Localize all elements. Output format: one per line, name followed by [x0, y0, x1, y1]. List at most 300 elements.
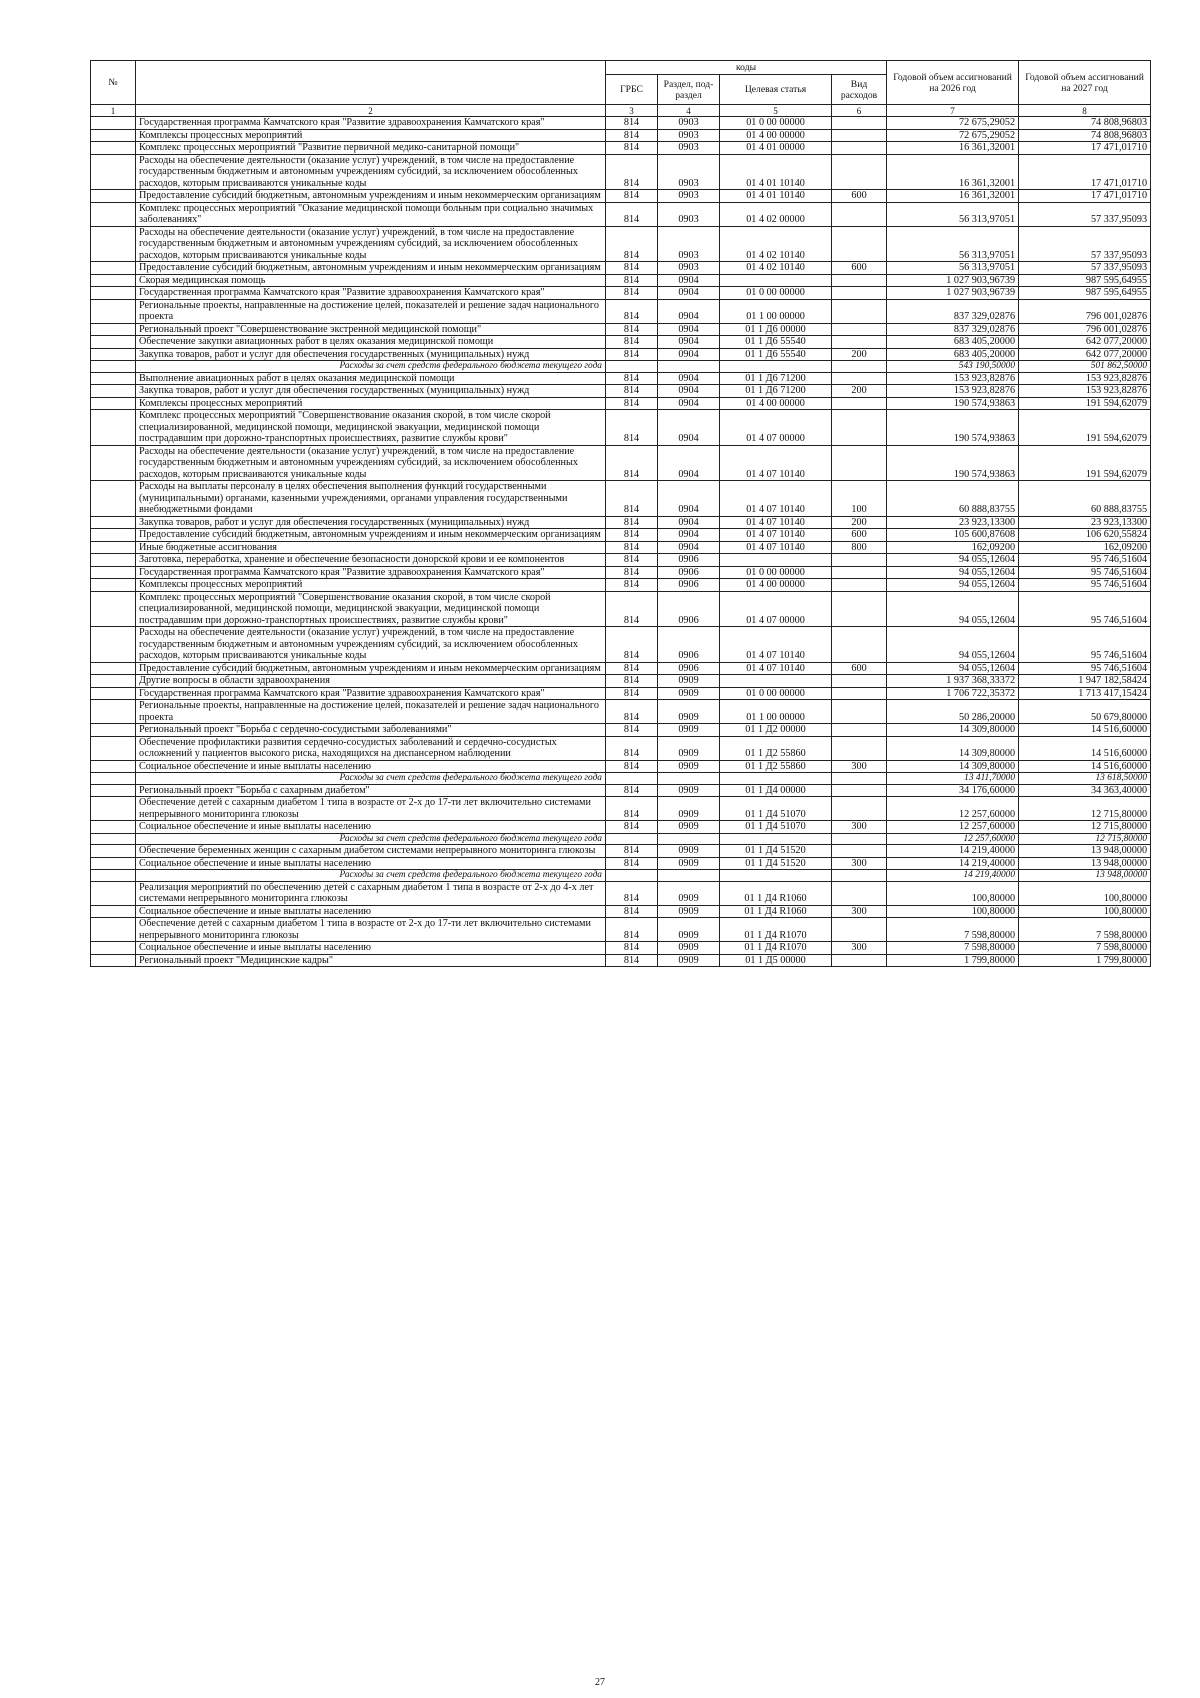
row-grbs-cell: 814: [606, 736, 658, 760]
row-target-article-cell: 01 1 Д4 51070: [720, 797, 832, 821]
row-name-cell: Региональный проект "Борьба с сердечно-сосудистыми заболеваниями": [136, 724, 606, 737]
row-volume-2026-cell: 56 313,97051: [887, 262, 1019, 275]
row-volume-2027-cell: 12 715,80000: [1019, 833, 1151, 845]
row-volume-2027-cell: 60 888,83755: [1019, 481, 1151, 517]
row-name-cell: Расходы на обеспечение деятельности (оказание услуг) учреждений, в том числе на предоставление государственным бюджетным и автономным учреждениям субсидий, за исключением обособленных расходов, которым присваиваются уникальные коды: [136, 627, 606, 663]
row-volume-2026-cell: 94 055,12604: [887, 566, 1019, 579]
row-grbs-cell: 814: [606, 154, 658, 190]
row-target-article-cell: 01 1 Д4 51070: [720, 821, 832, 834]
row-number-cell: [91, 202, 136, 226]
row-volume-2027-cell: 95 746,51604: [1019, 566, 1151, 579]
row-target-article-cell: 01 0 00 00000: [720, 566, 832, 579]
row-target-article-cell: 01 1 Д2 55860: [720, 760, 832, 773]
row-number-cell: [91, 529, 136, 542]
row-grbs-cell: 814: [606, 202, 658, 226]
row-razdel-cell: 0909: [658, 881, 720, 905]
row-volume-2026-cell: 683 405,20000: [887, 348, 1019, 361]
row-volume-2026-cell: 837 329,02876: [887, 299, 1019, 323]
row-number-cell: [91, 579, 136, 592]
row-target-article-cell: 01 4 00 00000: [720, 129, 832, 142]
row-volume-2026-cell: 13 411,70000: [887, 773, 1019, 785]
row-volume-2027-cell: 106 620,55824: [1019, 529, 1151, 542]
row-number-cell: [91, 833, 136, 845]
row-volume-2027-cell: 57 337,95093: [1019, 226, 1151, 262]
row-name-cell: Обеспечение профилактики развития сердечно-сосудистых заболеваний и сердечно-сосудистых осложнений у пациентов высокого риска, находящихся на диспансерном наблюдении: [136, 736, 606, 760]
row-number-cell: [91, 700, 136, 724]
row-razdel-cell: 0904: [658, 274, 720, 287]
row-volume-2026-cell: 12 257,60000: [887, 797, 1019, 821]
row-grbs-cell: 814: [606, 117, 658, 130]
table-row: [91, 372, 1151, 385]
row-target-article-cell: [720, 554, 832, 567]
table-row: [91, 821, 1151, 834]
row-razdel-cell: 0909: [658, 736, 720, 760]
row-name-cell: Комплекс процессных мероприятий "Совершенствование оказания скорой, в том числе скорой специализированной, медицинской помощи, медицинской эвакуации, медицинской помощи пострадавшим при дорожно-транспортных происшествиях, развитие службы крови": [136, 591, 606, 627]
row-target-article-cell: 01 1 Д4 R1060: [720, 881, 832, 905]
row-razdel-cell: 0904: [658, 529, 720, 542]
row-name-cell: Социальное обеспечение и иные выплаты населению: [136, 857, 606, 870]
header-razdel: Раздел, под-раздел: [658, 75, 720, 105]
row-number-cell: [91, 154, 136, 190]
table-row: [91, 845, 1151, 858]
row-razdel-cell: 0904: [658, 397, 720, 410]
row-name-cell: Региональные проекты, направленные на достижение целей, показателей и решение задач национального проекта: [136, 299, 606, 323]
row-volume-2026-cell: 153 923,82876: [887, 385, 1019, 398]
row-name-cell: Комплексы процессных мероприятий: [136, 579, 606, 592]
row-target-article-cell: 01 1 Д6 71200: [720, 372, 832, 385]
row-name-cell: Региональный проект "Медицинские кадры": [136, 954, 606, 967]
table-row: [91, 905, 1151, 918]
row-grbs-cell: 814: [606, 348, 658, 361]
row-razdel-cell: 0904: [658, 299, 720, 323]
row-volume-2026-cell: 16 361,32001: [887, 190, 1019, 203]
table-row: [91, 117, 1151, 130]
row-volume-2026-cell: 50 286,20000: [887, 700, 1019, 724]
row-grbs-cell: 814: [606, 821, 658, 834]
row-grbs-cell: [606, 773, 658, 785]
row-number-cell: [91, 348, 136, 361]
row-number-cell: [91, 226, 136, 262]
row-number-cell: [91, 760, 136, 773]
row-volume-2026-cell: 94 055,12604: [887, 579, 1019, 592]
row-number-cell: [91, 736, 136, 760]
table-row: [91, 336, 1151, 349]
row-grbs-cell: 814: [606, 918, 658, 942]
row-target-article-cell: [720, 361, 832, 373]
table-row: [91, 724, 1151, 737]
row-name-cell: Региональные проекты, направленные на достижение целей, показателей и решение задач национального проекта: [136, 700, 606, 724]
row-volume-2027-cell: 74 808,96803: [1019, 117, 1151, 130]
row-number-cell: [91, 117, 136, 130]
table-row: [91, 226, 1151, 262]
row-razdel-cell: [658, 773, 720, 785]
table-row: [91, 516, 1151, 529]
row-name-cell: Закупка товаров, работ и услуг для обеспечения государственных (муниципальных) нужд: [136, 516, 606, 529]
row-expense-type-cell: [832, 700, 887, 724]
row-volume-2027-cell: 17 471,01710: [1019, 190, 1151, 203]
row-number-cell: [91, 397, 136, 410]
row-volume-2026-cell: 190 574,93863: [887, 445, 1019, 481]
row-name-cell: Расходы на обеспечение деятельности (оказание услуг) учреждений, в том числе на предоставление государственным бюджетным и автономным учреждениям субсидий, за исключением обособленных расходов, которым присваиваются уникальные коды: [136, 445, 606, 481]
row-number-cell: [91, 845, 136, 858]
row-number-cell: [91, 287, 136, 300]
row-name-cell: Обеспечение детей с сахарным диабетом 1 типа в возрасте от 2-х до 17-ти лет включительно системами непрерывного мониторинга глюкозы: [136, 797, 606, 821]
row-target-article-cell: 01 4 01 00000: [720, 142, 832, 155]
row-razdel-cell: 0903: [658, 262, 720, 275]
row-volume-2027-cell: 14 516,60000: [1019, 724, 1151, 737]
row-grbs-cell: [606, 361, 658, 373]
row-volume-2027-cell: 642 077,20000: [1019, 348, 1151, 361]
row-razdel-cell: 0909: [658, 760, 720, 773]
row-razdel-cell: 0903: [658, 202, 720, 226]
table-row: [91, 481, 1151, 517]
row-grbs-cell: 814: [606, 190, 658, 203]
row-number-cell: [91, 262, 136, 275]
row-razdel-cell: 0904: [658, 348, 720, 361]
row-grbs-cell: 814: [606, 481, 658, 517]
row-name-cell: Предоставление субсидий бюджетным, автономным учреждениям и иным некоммерческим организациям: [136, 529, 606, 542]
table-row: [91, 129, 1151, 142]
row-grbs-cell: 814: [606, 397, 658, 410]
row-grbs-cell: 814: [606, 445, 658, 481]
table-row: [91, 942, 1151, 955]
row-grbs-cell: 814: [606, 662, 658, 675]
row-volume-2027-cell: 95 746,51604: [1019, 554, 1151, 567]
row-target-article-cell: 01 0 00 00000: [720, 687, 832, 700]
row-target-article-cell: 01 4 07 10140: [720, 445, 832, 481]
table-row: [91, 687, 1151, 700]
row-grbs-cell: [606, 833, 658, 845]
row-number-cell: [91, 541, 136, 554]
row-number-cell: [91, 675, 136, 688]
row-razdel-cell: 0904: [658, 541, 720, 554]
row-number-cell: [91, 142, 136, 155]
row-volume-2027-cell: 13 948,00000: [1019, 857, 1151, 870]
row-expense-type-cell: [832, 784, 887, 797]
row-volume-2026-cell: 1 937 368,33372: [887, 675, 1019, 688]
row-number-cell: [91, 516, 136, 529]
row-expense-type-cell: 600: [832, 662, 887, 675]
row-volume-2026-cell: 23 923,13300: [887, 516, 1019, 529]
row-expense-type-cell: [832, 202, 887, 226]
row-name-cell: Обеспечение беременных женщин с сахарным диабетом системами непрерывного мониторинга глюкозы: [136, 845, 606, 858]
row-razdel-cell: 0909: [658, 918, 720, 942]
row-number-cell: [91, 299, 136, 323]
row-volume-2027-cell: 34 363,40000: [1019, 784, 1151, 797]
row-grbs-cell: 814: [606, 385, 658, 398]
row-expense-type-cell: [832, 797, 887, 821]
row-razdel-cell: 0904: [658, 385, 720, 398]
row-volume-2027-cell: 17 471,01710: [1019, 154, 1151, 190]
row-razdel-cell: 0906: [658, 662, 720, 675]
row-grbs-cell: 814: [606, 687, 658, 700]
row-grbs-cell: 814: [606, 579, 658, 592]
table-row: [91, 397, 1151, 410]
row-target-article-cell: [720, 274, 832, 287]
row-razdel-cell: 0904: [658, 516, 720, 529]
row-target-article-cell: 01 4 07 00000: [720, 591, 832, 627]
row-expense-type-cell: [832, 372, 887, 385]
budget-table: [90, 60, 1151, 967]
row-volume-2026-cell: 100,80000: [887, 905, 1019, 918]
row-target-article-cell: 01 1 Д4 R1070: [720, 942, 832, 955]
row-volume-2027-cell: 191 594,62079: [1019, 410, 1151, 446]
column-index: 8: [1019, 105, 1151, 117]
row-razdel-cell: 0906: [658, 591, 720, 627]
row-grbs-cell: 814: [606, 905, 658, 918]
row-razdel-cell: 0906: [658, 566, 720, 579]
row-expense-type-cell: 200: [832, 516, 887, 529]
row-name-cell: Реализация мероприятий по обеспечению детей с сахарным диабетом 1 типа в возрасте от 2-х до 4-х лет системами непрерывного мониторинга глюкозы: [136, 881, 606, 905]
row-grbs-cell: 814: [606, 857, 658, 870]
row-name-cell: Комплексы процессных мероприятий: [136, 397, 606, 410]
row-expense-type-cell: 600: [832, 529, 887, 542]
row-grbs-cell: 814: [606, 262, 658, 275]
row-target-article-cell: [720, 833, 832, 845]
row-expense-type-cell: [832, 361, 887, 373]
row-volume-2027-cell: 13 618,50000: [1019, 773, 1151, 785]
row-target-article-cell: 01 4 07 10140: [720, 481, 832, 517]
row-grbs-cell: 814: [606, 336, 658, 349]
row-grbs-cell: 814: [606, 881, 658, 905]
row-target-article-cell: 01 0 00 00000: [720, 117, 832, 130]
row-volume-2026-cell: 94 055,12604: [887, 662, 1019, 675]
row-volume-2027-cell: 57 337,95093: [1019, 262, 1151, 275]
row-grbs-cell: 814: [606, 845, 658, 858]
row-expense-type-cell: [832, 627, 887, 663]
row-target-article-cell: [720, 773, 832, 785]
row-target-article-cell: 01 4 02 00000: [720, 202, 832, 226]
row-grbs-cell: 814: [606, 675, 658, 688]
row-number-cell: [91, 857, 136, 870]
table-row: [91, 662, 1151, 675]
row-volume-2026-cell: 14 219,40000: [887, 845, 1019, 858]
row-razdel-cell: 0909: [658, 700, 720, 724]
row-expense-type-cell: 300: [832, 857, 887, 870]
row-volume-2027-cell: 162,09200: [1019, 541, 1151, 554]
column-index: 2: [136, 105, 606, 117]
table-row: [91, 299, 1151, 323]
row-expense-type-cell: [832, 129, 887, 142]
row-expense-type-cell: [832, 142, 887, 155]
row-volume-2027-cell: 95 746,51604: [1019, 662, 1151, 675]
row-number-cell: [91, 870, 136, 882]
row-number-cell: [91, 881, 136, 905]
row-razdel-cell: 0906: [658, 579, 720, 592]
row-target-article-cell: 01 4 07 10140: [720, 541, 832, 554]
row-name-cell: Социальное обеспечение и иные выплаты населению: [136, 942, 606, 955]
table-row: [91, 287, 1151, 300]
page-number: 27: [595, 1677, 605, 1688]
row-number-cell: [91, 554, 136, 567]
row-razdel-cell: 0906: [658, 554, 720, 567]
row-volume-2026-cell: 34 176,60000: [887, 784, 1019, 797]
row-number-cell: [91, 687, 136, 700]
row-expense-type-cell: 300: [832, 942, 887, 955]
row-target-article-cell: 01 1 Д6 00000: [720, 323, 832, 336]
row-expense-type-cell: 100: [832, 481, 887, 517]
row-volume-2026-cell: 190 574,93863: [887, 410, 1019, 446]
table-row: [91, 262, 1151, 275]
row-number-cell: [91, 372, 136, 385]
row-expense-type-cell: 800: [832, 541, 887, 554]
row-expense-type-cell: [832, 287, 887, 300]
row-target-article-cell: 01 1 Д4 51520: [720, 857, 832, 870]
row-volume-2027-cell: 100,80000: [1019, 905, 1151, 918]
row-expense-type-cell: [832, 918, 887, 942]
column-index: 6: [832, 105, 887, 117]
row-volume-2026-cell: 1 027 903,96739: [887, 287, 1019, 300]
row-volume-2027-cell: 12 715,80000: [1019, 821, 1151, 834]
row-volume-2027-cell: 1 713 417,15424: [1019, 687, 1151, 700]
header-tselevaya: Целевая статья: [720, 75, 832, 105]
row-name-cell: Расходы за счет средств федерального бюджета текущего года: [136, 870, 606, 882]
row-volume-2027-cell: 13 948,00000: [1019, 845, 1151, 858]
column-index: 7: [887, 105, 1019, 117]
column-index: 1: [91, 105, 136, 117]
row-target-article-cell: 01 1 Д6 55540: [720, 348, 832, 361]
header-volume-2026: Годовой объем ассигнований на 2026 год: [887, 61, 1019, 105]
row-razdel-cell: 0904: [658, 336, 720, 349]
row-target-article-cell: 01 0 00 00000: [720, 287, 832, 300]
row-razdel-cell: 0909: [658, 954, 720, 967]
row-name-cell: Региональный проект "Борьба с сахарным диабетом": [136, 784, 606, 797]
table-row: [91, 954, 1151, 967]
row-expense-type-cell: [832, 445, 887, 481]
table-row: [91, 675, 1151, 688]
row-name-cell: Предоставление субсидий бюджетным, автономным учреждениям и иным некоммерческим организациям: [136, 190, 606, 203]
table-row: [91, 529, 1151, 542]
row-target-article-cell: 01 4 07 10140: [720, 529, 832, 542]
table-row: [91, 385, 1151, 398]
row-grbs-cell: [606, 870, 658, 882]
row-target-article-cell: 01 1 Д4 R1070: [720, 918, 832, 942]
table-row: [91, 857, 1151, 870]
row-volume-2027-cell: 987 595,64955: [1019, 287, 1151, 300]
table-row: [91, 142, 1151, 155]
row-number-cell: [91, 129, 136, 142]
table-row: [91, 784, 1151, 797]
row-volume-2026-cell: 100,80000: [887, 881, 1019, 905]
row-name-cell: Комплексы процессных мероприятий: [136, 129, 606, 142]
row-volume-2026-cell: 14 219,40000: [887, 857, 1019, 870]
row-grbs-cell: 814: [606, 372, 658, 385]
row-volume-2027-cell: 13 948,00000: [1019, 870, 1151, 882]
row-expense-type-cell: [832, 687, 887, 700]
row-name-cell: Иные бюджетные ассигнования: [136, 541, 606, 554]
row-razdel-cell: 0904: [658, 481, 720, 517]
row-grbs-cell: 814: [606, 760, 658, 773]
row-target-article-cell: 01 4 00 00000: [720, 397, 832, 410]
row-expense-type-cell: [832, 954, 887, 967]
row-number-cell: [91, 954, 136, 967]
row-grbs-cell: 814: [606, 566, 658, 579]
row-name-cell: Комплекс процессных мероприятий "Совершенствование оказания скорой, в том числе скорой специализированной, медицинской помощи, медицинской эвакуации, медицинской помощи пострадавшим при дорожно-транспортных происшествиях, развитие службы крови": [136, 410, 606, 446]
row-target-article-cell: 01 4 07 10140: [720, 516, 832, 529]
row-volume-2027-cell: 12 715,80000: [1019, 797, 1151, 821]
row-number-cell: [91, 566, 136, 579]
row-name-cell: Комплекс процессных мероприятий "Развитие первичной медико-санитарной помощи": [136, 142, 606, 155]
table-row: [91, 274, 1151, 287]
row-volume-2026-cell: 837 329,02876: [887, 323, 1019, 336]
row-volume-2026-cell: 12 257,60000: [887, 833, 1019, 845]
row-target-article-cell: 01 1 00 00000: [720, 299, 832, 323]
row-volume-2027-cell: 14 516,60000: [1019, 760, 1151, 773]
table-row: [91, 627, 1151, 663]
row-name-cell: Государственная программа Камчатского края "Развитие здравоохранения Камчатского края": [136, 566, 606, 579]
table-row: [91, 566, 1151, 579]
row-name-cell: Закупка товаров, работ и услуг для обеспечения государственных (муниципальных) нужд: [136, 348, 606, 361]
row-razdel-cell: 0903: [658, 142, 720, 155]
row-expense-type-cell: [832, 579, 887, 592]
row-expense-type-cell: 300: [832, 821, 887, 834]
row-grbs-cell: 814: [606, 797, 658, 821]
row-number-cell: [91, 445, 136, 481]
row-grbs-cell: 814: [606, 784, 658, 797]
row-volume-2027-cell: 95 746,51604: [1019, 627, 1151, 663]
row-volume-2026-cell: 162,09200: [887, 541, 1019, 554]
row-grbs-cell: 814: [606, 724, 658, 737]
table-row: [91, 190, 1151, 203]
row-number-cell: [91, 481, 136, 517]
row-volume-2026-cell: 94 055,12604: [887, 591, 1019, 627]
row-name-cell: Расходы на обеспечение деятельности (оказание услуг) учреждений, в том числе на предоставление государственным бюджетным и автономным учреждениям субсидий, за исключением обособленных расходов, которым присваиваются уникальные коды: [136, 154, 606, 190]
row-target-article-cell: [720, 675, 832, 688]
row-name-cell: Расходы за счет средств федерального бюджета текущего года: [136, 833, 606, 845]
row-volume-2027-cell: 191 594,62079: [1019, 397, 1151, 410]
row-number-cell: [91, 942, 136, 955]
row-razdel-cell: 0904: [658, 323, 720, 336]
row-name-cell: Закупка товаров, работ и услуг для обеспечения государственных (муниципальных) нужд: [136, 385, 606, 398]
row-target-article-cell: 01 1 Д4 R1060: [720, 905, 832, 918]
row-expense-type-cell: [832, 870, 887, 882]
row-name-cell: Заготовка, переработка, хранение и обеспечение безопасности донорской крови и ее компонентов: [136, 554, 606, 567]
row-razdel-cell: 0903: [658, 129, 720, 142]
row-expense-type-cell: [832, 299, 887, 323]
row-expense-type-cell: [832, 566, 887, 579]
row-name-cell: Предоставление субсидий бюджетным, автономным учреждениям и иным некоммерческим организациям: [136, 662, 606, 675]
row-target-article-cell: [720, 870, 832, 882]
row-number-cell: [91, 821, 136, 834]
row-expense-type-cell: [832, 154, 887, 190]
row-number-cell: [91, 591, 136, 627]
row-name-cell: Расходы на выплаты персоналу в целях обеспечения выполнения функций государственными (муниципальными) органами, казенными учреждениями, органами управления государственными внебюджетными фондами: [136, 481, 606, 517]
row-volume-2027-cell: 100,80000: [1019, 881, 1151, 905]
row-razdel-cell: 0909: [658, 857, 720, 870]
table-row: [91, 154, 1151, 190]
row-grbs-cell: 814: [606, 942, 658, 955]
row-target-article-cell: 01 4 02 10140: [720, 226, 832, 262]
row-name-cell: Социальное обеспечение и иные выплаты населению: [136, 821, 606, 834]
row-grbs-cell: 814: [606, 529, 658, 542]
row-name-cell: Комплекс процессных мероприятий "Оказание медицинской помощи больным при социально значимых заболеваниях": [136, 202, 606, 226]
row-target-article-cell: 01 4 01 10140: [720, 154, 832, 190]
row-expense-type-cell: [832, 410, 887, 446]
row-razdel-cell: 0909: [658, 942, 720, 955]
row-name-cell: Государственная программа Камчатского края "Развитие здравоохранения Камчатского края": [136, 117, 606, 130]
table-row: [91, 348, 1151, 361]
row-target-article-cell: 01 4 07 10140: [720, 662, 832, 675]
row-razdel-cell: 0904: [658, 445, 720, 481]
row-volume-2026-cell: 94 055,12604: [887, 627, 1019, 663]
row-target-article-cell: 01 1 Д4 51520: [720, 845, 832, 858]
row-razdel-cell: 0906: [658, 627, 720, 663]
row-grbs-cell: 814: [606, 700, 658, 724]
row-expense-type-cell: 200: [832, 385, 887, 398]
row-razdel-cell: [658, 361, 720, 373]
row-target-article-cell: 01 1 Д5 00000: [720, 954, 832, 967]
row-razdel-cell: 0909: [658, 724, 720, 737]
